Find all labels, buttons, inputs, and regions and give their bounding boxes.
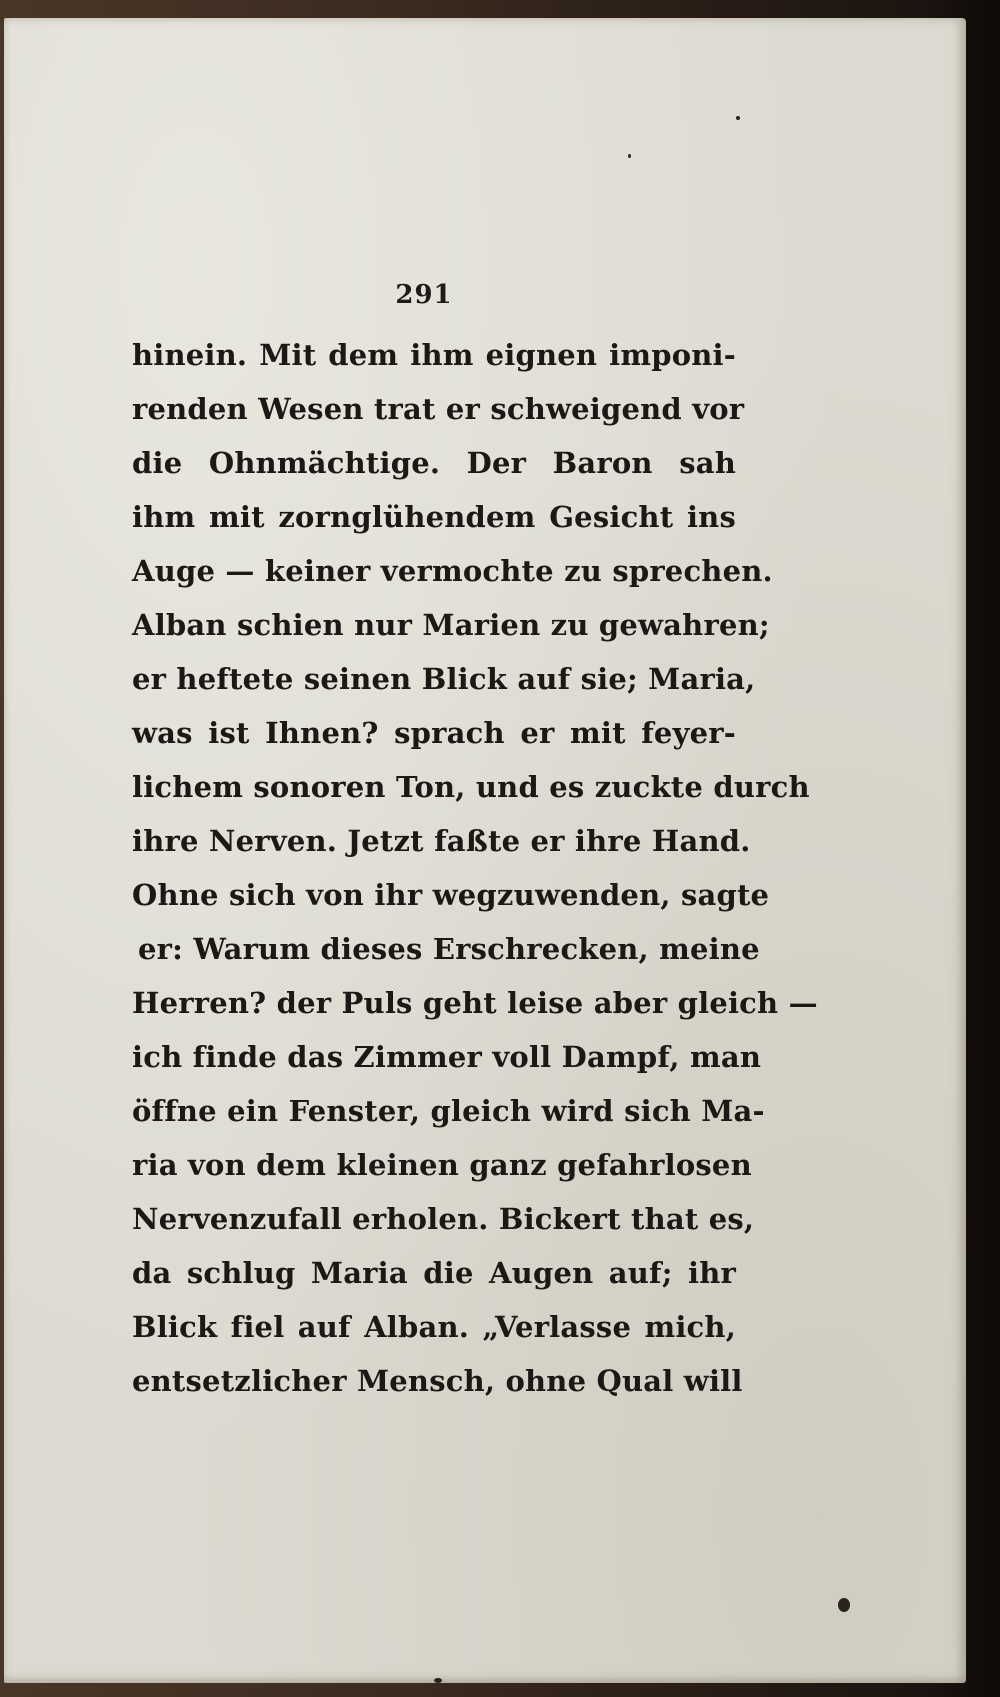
text-line: Nervenzufall erholen. Bickert that es,	[132, 1202, 755, 1236]
text-line: Blick fiel auf Alban. „Verlasse mich,	[132, 1310, 736, 1344]
text-line: da schlug Maria die Augen auf; ihr	[132, 1256, 736, 1290]
ink-speck	[628, 154, 631, 158]
text-line: Alban schien nur Marien zu gewahren;	[132, 608, 770, 642]
book-page	[4, 18, 966, 1683]
text-line: was ist Ihnen? sprach er mit feyer-	[132, 716, 736, 750]
text-line: die Ohnmächtige. Der Baron sah	[132, 446, 736, 480]
text-line: ihm mit zornglühendem Gesicht ins	[132, 500, 736, 534]
text-line: ria von dem kleinen ganz gefahrlosen	[132, 1148, 752, 1182]
body-text	[132, 328, 818, 1408]
text-line: entsetzlicher Mensch, ohne Qual will	[132, 1364, 743, 1398]
ink-speck	[434, 1678, 442, 1683]
text-line: renden Wesen trat er schweigend vor	[132, 392, 745, 426]
text-line: er heftete seinen Blick auf sie; Maria,	[132, 662, 756, 696]
page-number: 291	[395, 280, 453, 310]
text-line: lichem sonoren Ton, und es zuckte durch	[132, 770, 810, 804]
text-line: er: Warum dieses Erschrecken, meine	[138, 932, 760, 966]
text-line: ich finde das Zimmer voll Dampf, man	[132, 1040, 762, 1074]
text-line: hinein. Mit dem ihm eignen imponi-	[132, 338, 736, 372]
text-line: ihre Nerven. Jetzt faßte er ihre Hand.	[132, 824, 751, 858]
text-line: öffne ein Fenster, gleich wird sich Ma-	[132, 1094, 765, 1128]
text-line: Auge — keiner vermochte zu sprechen.	[132, 554, 773, 588]
ink-speck	[736, 116, 740, 120]
text-line: Herren? der Puls geht leise aber gleich —	[132, 986, 818, 1020]
ink-speck	[838, 1598, 850, 1612]
text-line: Ohne sich von ihr wegzuwenden, sagte	[132, 878, 770, 912]
